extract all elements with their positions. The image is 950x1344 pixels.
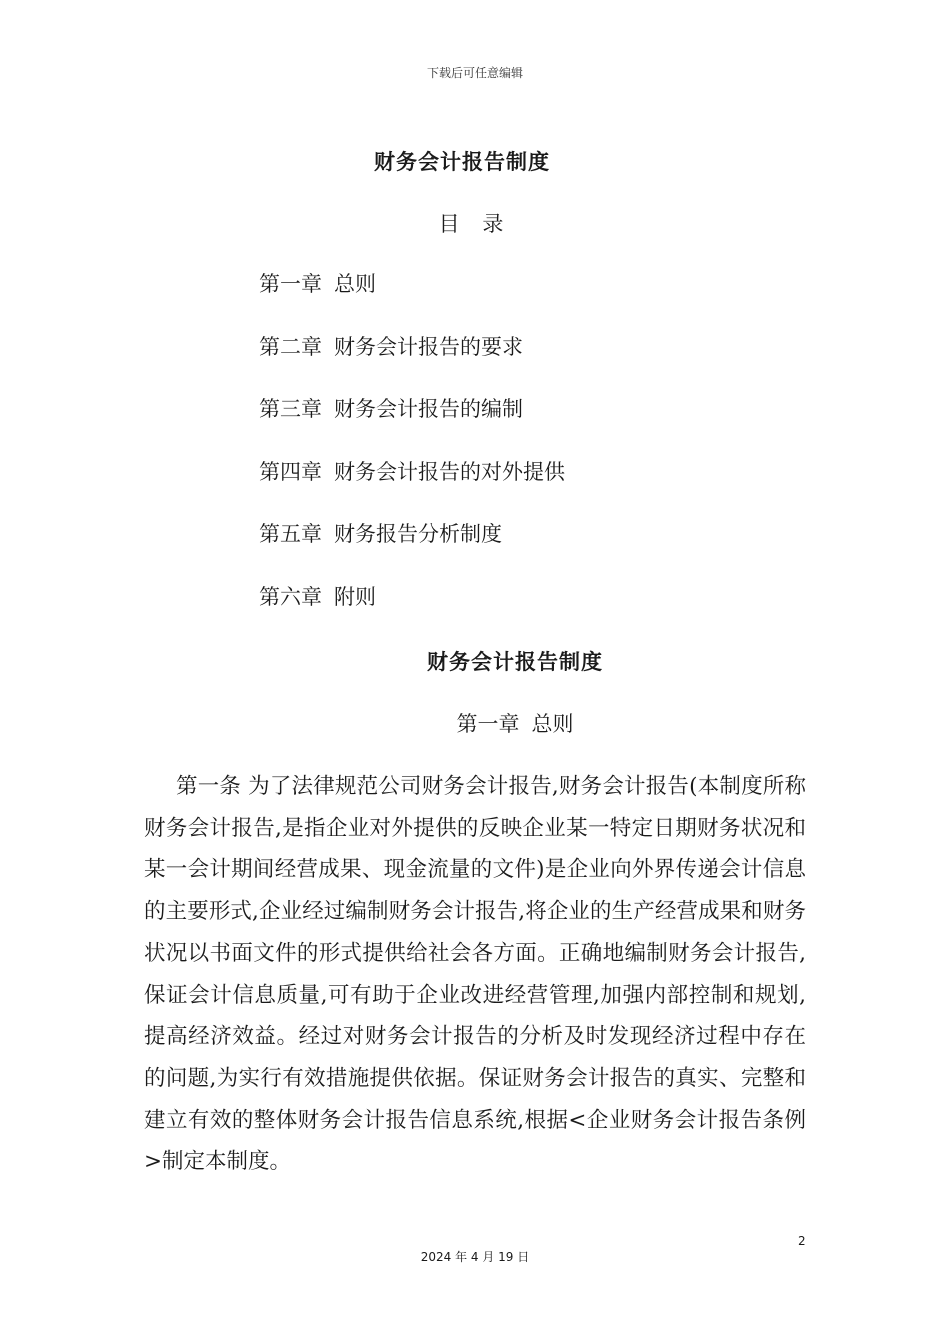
article-1-paragraph: 第一条 为了法律规范公司财务会计报告,财务会计报告(本制度所称财务会计报告,是指企业对外提供的反映企业某一特定日期财务状况和某一会计期间经营成果、现金流量的文件)是企业向外界传递会计信息的主要形式,企业经过编制财务会计报告,将企业的生产经营成果和财务状况以书面文件的形式提供给社会各方面。正确地编制财务会计报告,保证会计信息质量,可有助于企业改进经营管理,加强内部控制和规划,提高经济效益。经过对财务会计报告的分析及时发现经济过程中存在的问题,为实行有效措施提供依据。保证财务会计报告的真实、完整和建立有效的整体财务会计报告信息系统,根据<企业财务会计报告条例>制定本制度。	[144, 774, 806, 1175]
toc-item-label: 财务报告分析制度	[334, 522, 502, 546]
toc-item-chapter-5	[259, 518, 565, 581]
toc-item-number: 第六章	[259, 584, 322, 609]
footer-date: 2024 年 4 月 19 日	[420, 1250, 530, 1264]
toc-item-chapter-3	[259, 393, 565, 456]
chapter-number: 第一章	[456, 712, 520, 736]
chapter-label: 总则	[531, 712, 574, 736]
toc-item-number: 第三章	[259, 397, 322, 421]
toc-item-number: 第二章	[259, 334, 322, 359]
toc-item-chapter-1	[259, 268, 565, 331]
toc-item-label: 财务会计报告的编制	[334, 397, 523, 421]
toc-item-number: 第五章	[259, 522, 322, 546]
toc-item-number: 第四章	[259, 459, 322, 484]
toc-item-label: 财务会计报告的要求	[334, 334, 523, 359]
toc-item-label: 财务会计报告的对外提供	[334, 459, 565, 484]
toc-item-label: 总则	[334, 272, 376, 296]
page-number: 2	[798, 1234, 806, 1248]
toc-item-chapter-2	[259, 331, 565, 394]
document-title: 财务会计报告制度	[374, 150, 550, 174]
toc-item-label: 附则	[334, 584, 376, 609]
chapter-heading	[40, 708, 950, 738]
toc-heading: 目 录	[438, 212, 512, 236]
toc-item-chapter-4	[259, 456, 565, 519]
section-title: 财务会计报告制度	[427, 650, 603, 674]
table-of-contents	[259, 268, 565, 643]
header-note: 下载后可任意编辑	[426, 66, 523, 80]
toc-item-chapter-6	[259, 581, 565, 644]
toc-item-number: 第一章	[259, 272, 322, 296]
